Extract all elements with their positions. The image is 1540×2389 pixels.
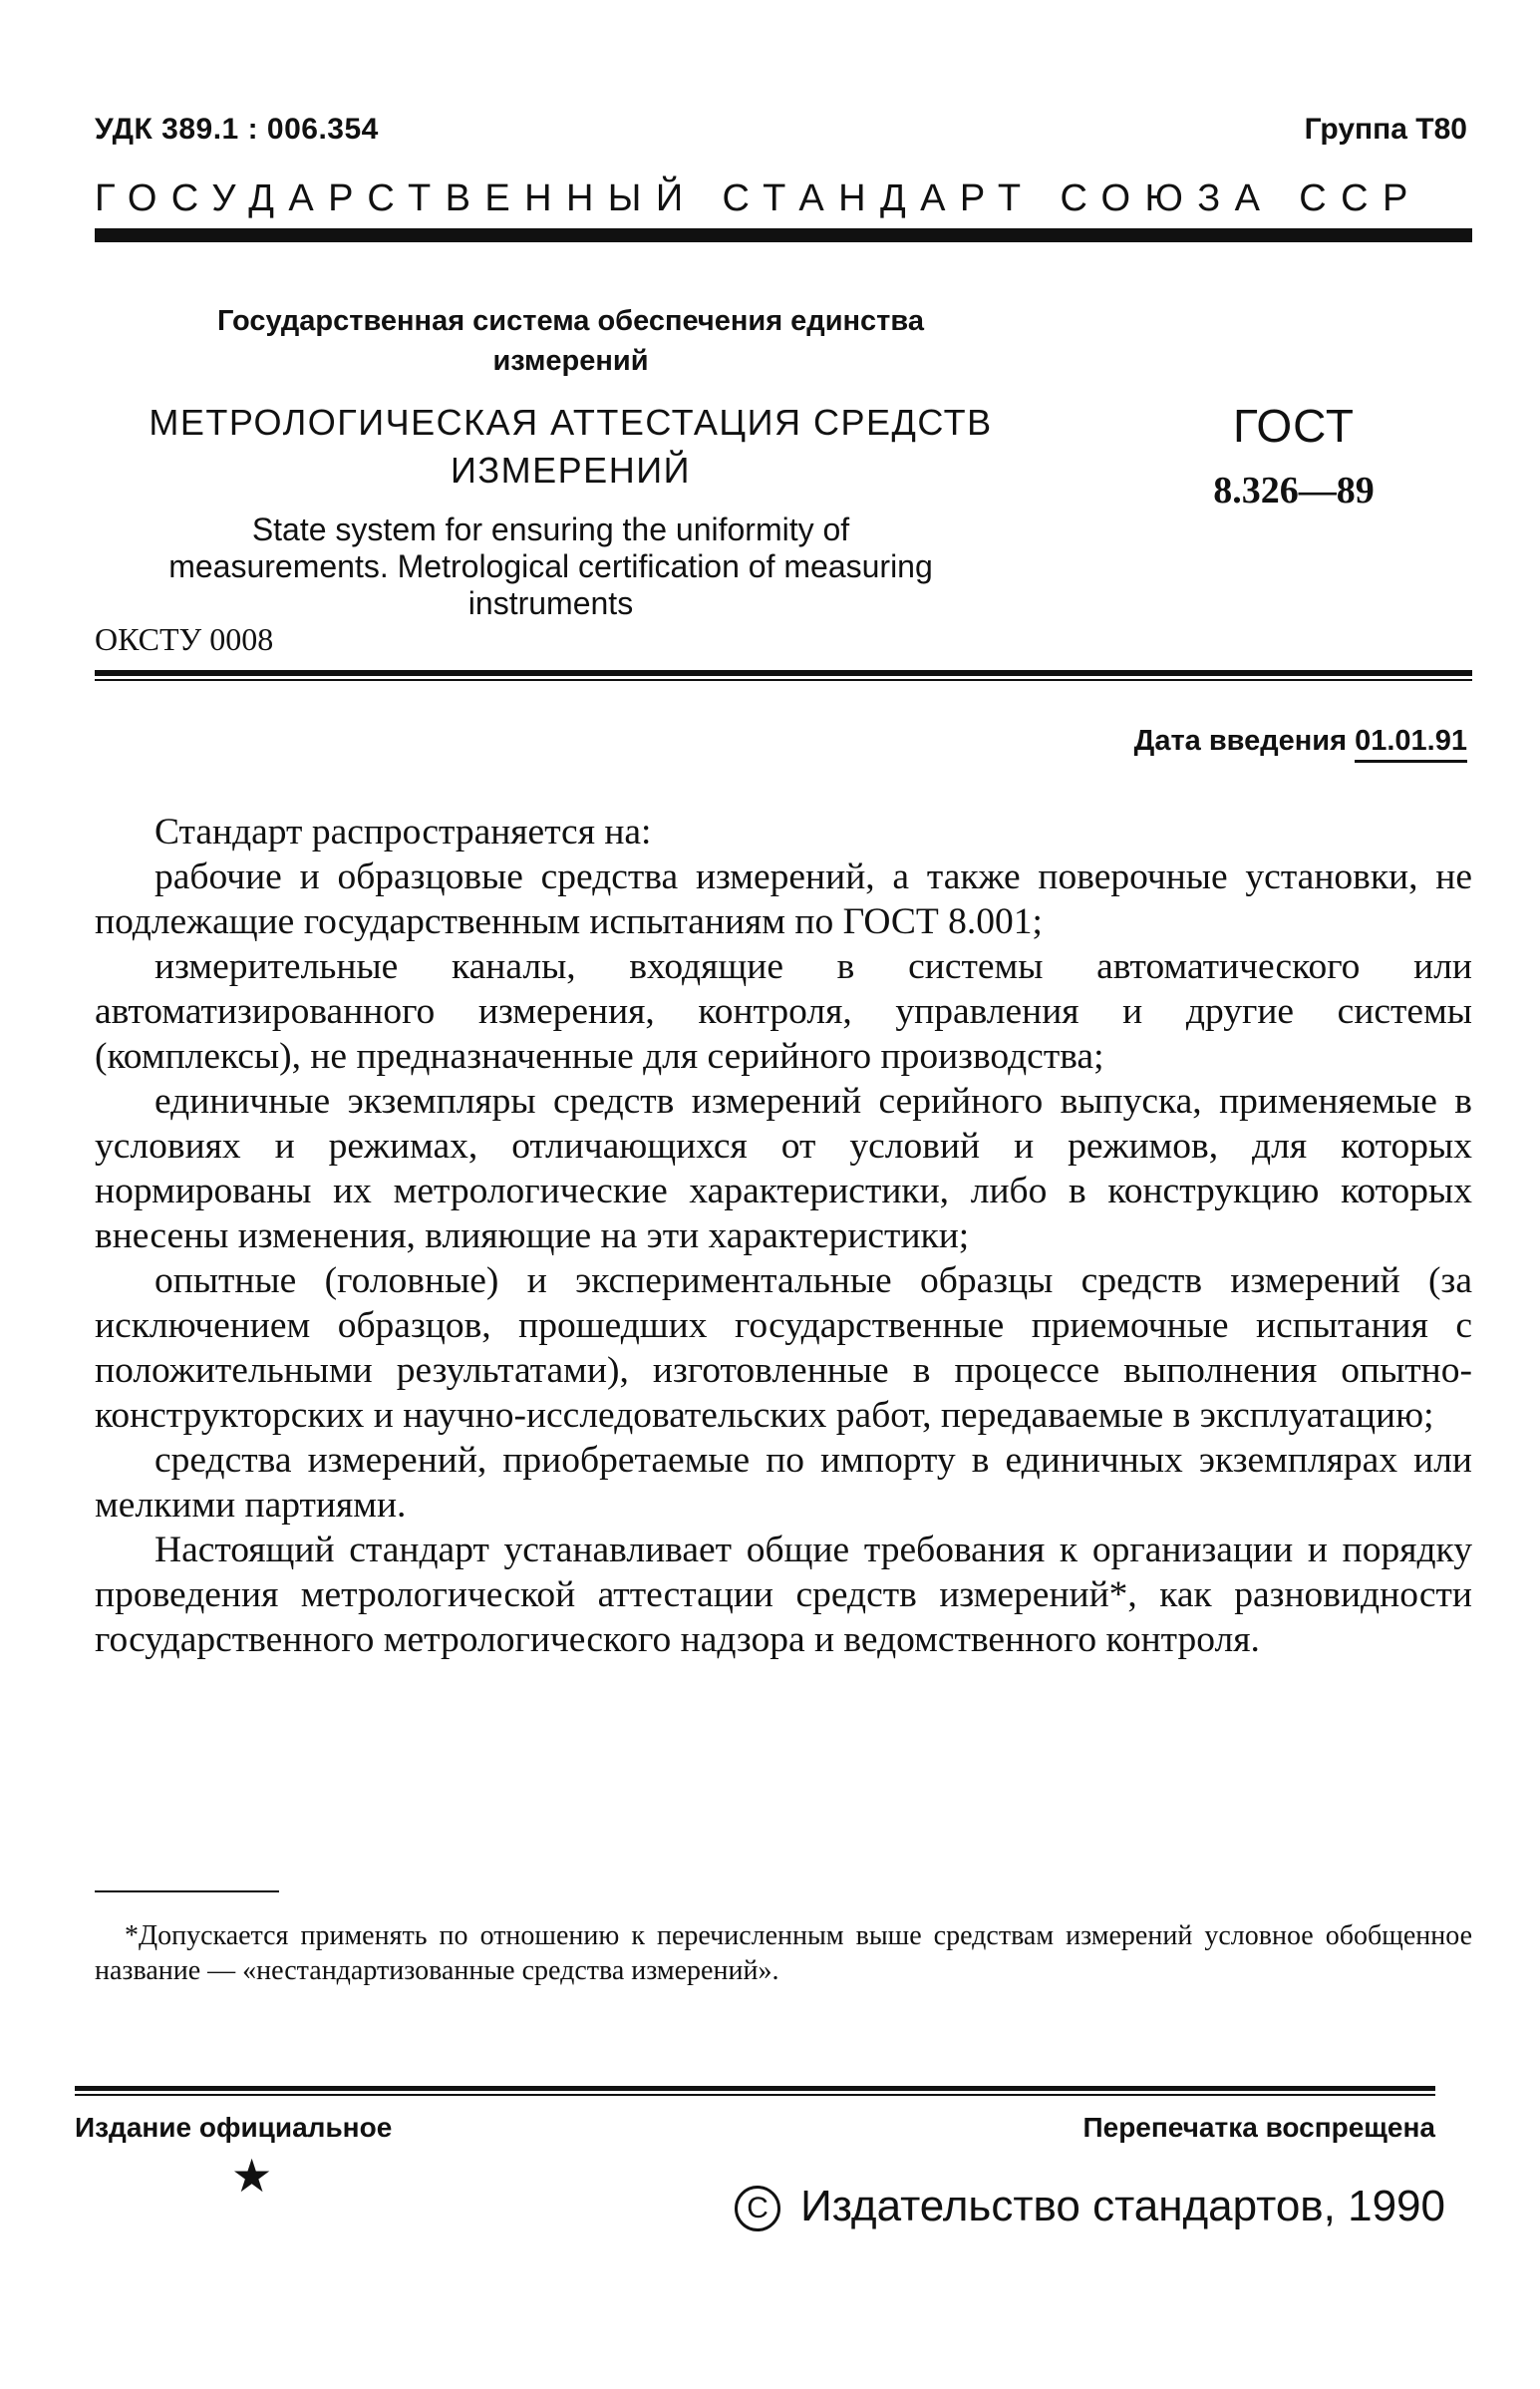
english-title: State system for ensuring the uniformity of measurements. Metrological certification of measuring instruments bbox=[168, 512, 933, 621]
system-title: Государственная система обеспечения единства измерений bbox=[217, 305, 924, 377]
publisher-line bbox=[735, 2182, 1445, 2231]
state-standard-banner: ГОСУДАРСТВЕННЫЙ СТАНДАРТ СОЮЗА ССР bbox=[95, 177, 1422, 219]
title-rule-thick bbox=[95, 670, 1472, 676]
title-rule-thin bbox=[95, 679, 1472, 681]
reprint-notice: Перепечатка воспрещена bbox=[1082, 2112, 1435, 2143]
body-text bbox=[95, 810, 1472, 1662]
udk-code: УДК 389.1 : 006.354 bbox=[95, 113, 379, 146]
footer-rule-thick bbox=[75, 2086, 1435, 2091]
header-rule bbox=[95, 228, 1472, 242]
date-label: Дата введения bbox=[1133, 725, 1348, 757]
introduction-date bbox=[1134, 725, 1467, 763]
gost-number: 8.326—89 bbox=[1213, 470, 1375, 512]
main-title: МЕТРОЛОГИЧЕСКАЯ АТТЕСТАЦИЯ СРЕДСТВ ИЗМЕРЕНИЙ bbox=[149, 402, 993, 491]
body-item: средства измерений, приобретаемые по импорту в единичных экземплярах или мелкими партиями. bbox=[95, 1440, 1472, 1526]
group-code: Группа Т80 bbox=[1304, 113, 1467, 146]
date-value: 01.01.91 bbox=[1355, 725, 1467, 763]
body-item: измерительные каналы, входящие в системы автоматического или автоматизированного измерения, контроля, управления и другие системы (комплексы), не предназначенные для серийного производства; bbox=[95, 946, 1472, 1077]
copyright-icon: C bbox=[735, 2186, 780, 2231]
star-icon: ★ bbox=[231, 2151, 273, 2202]
body-intro: Стандарт распространяется на: bbox=[154, 812, 652, 853]
footnote bbox=[95, 1918, 1472, 1988]
footer-rule-thin bbox=[75, 2094, 1435, 2096]
body-item: опытные (головные) и экспериментальные образцы средств измерений (за исключением образцов, прошедших государственные приемочные испытания с положительными результатами), изготовленные в процессе выполнения опытно-конструкторских и научно-исследовательских работ, передаваемые в эксплуатацию; bbox=[95, 1260, 1472, 1436]
body-scope: Настоящий стандарт устанавливает общие требования к организации и порядку проведения метрологической аттестации средств измерений*, как разновидности государственного метрологического надзора и ведомственного контроля. bbox=[95, 1530, 1472, 1660]
gost-label: ГОСТ bbox=[1233, 400, 1355, 452]
body-item: единичные экземпляры средств измерений серийного выпуска, применяемые в условиях и режимах, отличающихся от условий и режимов, для которых нормированы их метрологические характеристики, либо в конструкцию которых внесены изменения, влияющие на эти характеристики; bbox=[95, 1081, 1472, 1256]
okstu-code: ОКСТУ 0008 bbox=[95, 621, 274, 657]
publisher-text: Издательство стандартов, 1990 bbox=[800, 2182, 1445, 2230]
footnote-text: *Допускается применять по отношению к перечисленным выше средствам измерений условное обобщенное название — «нестандартизованные средства измерений». bbox=[95, 1920, 1472, 1986]
footnote-rule bbox=[95, 1890, 279, 1892]
edition-label: Издание официальное bbox=[75, 2112, 393, 2143]
body-item: рабочие и образцовые средства измерений, а также поверочные установки, не подлежащие государственным испытаниям по ГОСТ 8.001; bbox=[95, 856, 1472, 942]
